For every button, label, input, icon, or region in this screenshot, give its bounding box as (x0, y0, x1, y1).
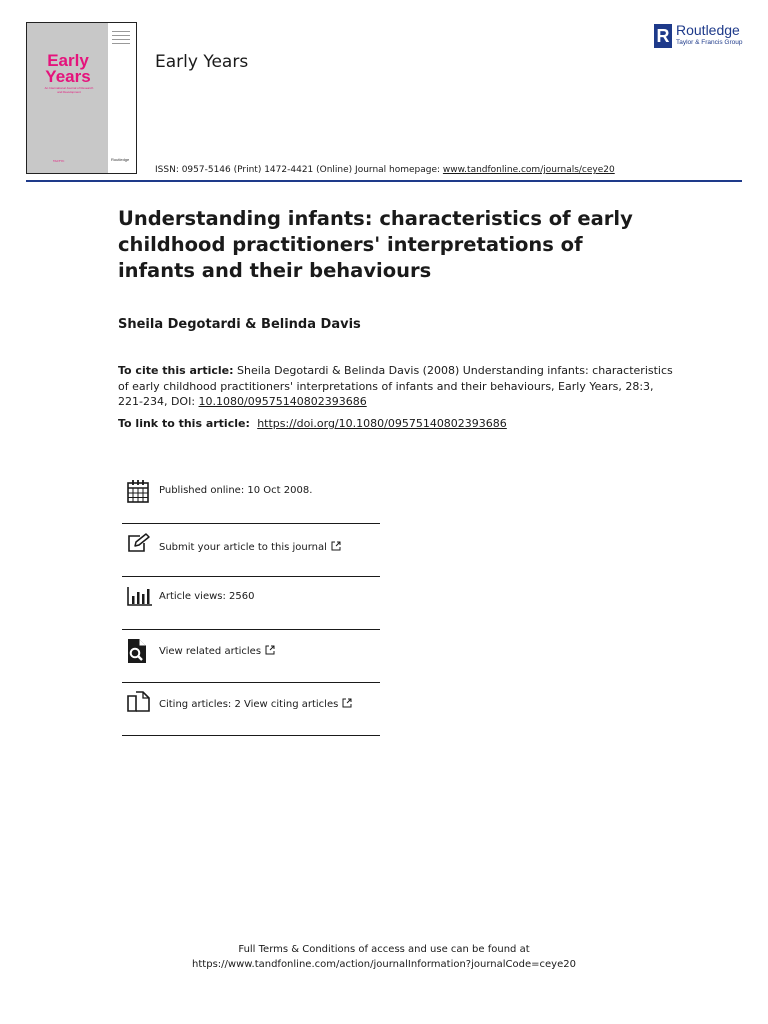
journal-cover-image (26, 22, 137, 174)
article-info-list (122, 470, 380, 736)
cover-title-line2: Years (45, 67, 91, 86)
bar-chart-icon (127, 586, 153, 606)
citation-block (118, 363, 678, 410)
published-online-text: Published online: 10 Oct 2008. (159, 485, 313, 496)
cite-doi-link[interactable]: 10.1080/09575140802393686 (198, 395, 367, 408)
cover-foot-text: TACTYC (53, 159, 65, 163)
cover-subtitle: An International Journal of Research and Development (44, 86, 94, 94)
article-authors: Sheila Degotardi & Belinda Davis (118, 317, 361, 332)
journal-homepage-link[interactable]: www.tandfonline.com/journals/ceye20 (442, 165, 615, 175)
edit-icon (127, 533, 151, 553)
external-link-icon (342, 698, 352, 708)
header-divider (26, 180, 742, 182)
cover-title (33, 53, 103, 85)
citing-articles-item[interactable] (122, 683, 380, 736)
published-online-item (122, 470, 380, 524)
submit-article-text: Submit your article to this journal (159, 542, 327, 553)
terms-line1: Full Terms & Conditions of access and use can be found at (238, 944, 530, 955)
related-articles-item[interactable] (122, 630, 380, 683)
cover-title-line1: Early (47, 51, 89, 70)
article-title: Understanding infants: characteristics of early childhood practitioners' interpretations of infants and their behaviours (118, 207, 633, 282)
external-link-icon (265, 645, 275, 655)
article-link-row (118, 417, 507, 430)
cite-label: To cite this article: (118, 364, 234, 377)
issn-line (155, 165, 615, 175)
citing-articles-icon (127, 691, 151, 713)
submit-article-link[interactable] (159, 541, 341, 553)
issn-text: ISSN: 0957-5146 (Print) 1472-4421 (Online) Journal homepage: (155, 165, 443, 175)
related-articles-text: View related articles (159, 646, 262, 657)
publisher-name: Routledge (676, 22, 740, 38)
terms-link[interactable]: https://www.tandfonline.com/action/journalInformation?journalCode=ceye20 (192, 959, 576, 970)
citing-articles-link[interactable] (159, 698, 352, 710)
article-views-text: Article views: 2560 (159, 591, 255, 602)
related-articles-link[interactable] (159, 645, 275, 657)
cover-publisher-logo: Routledge (111, 157, 130, 162)
routledge-logo-icon: R (654, 24, 672, 48)
journal-name: Early Years (155, 52, 249, 72)
calendar-icon (127, 479, 149, 503)
article-doi-link[interactable]: https://doi.org/10.1080/09575140802393686 (257, 417, 507, 430)
document-search-icon (127, 638, 147, 664)
article-views-item (122, 577, 380, 630)
external-link-icon (331, 541, 341, 551)
link-label: To link to this article: (118, 417, 254, 430)
submit-article-item[interactable] (122, 524, 380, 577)
publisher-subtitle: Taylor & Francis Group (676, 39, 743, 46)
terms-footer (0, 942, 768, 972)
cite-text: Sheila Degotardi & Belinda Davis (2008) Understanding infants: characteristics of early childhood practitioners' interpretations of infants and their behaviours, Early Years, 28:3, 221-234, DOI: (118, 364, 673, 408)
citing-articles-text: Citing articles: 2 View citing articles (159, 699, 339, 710)
cover-side-strip (108, 23, 136, 173)
